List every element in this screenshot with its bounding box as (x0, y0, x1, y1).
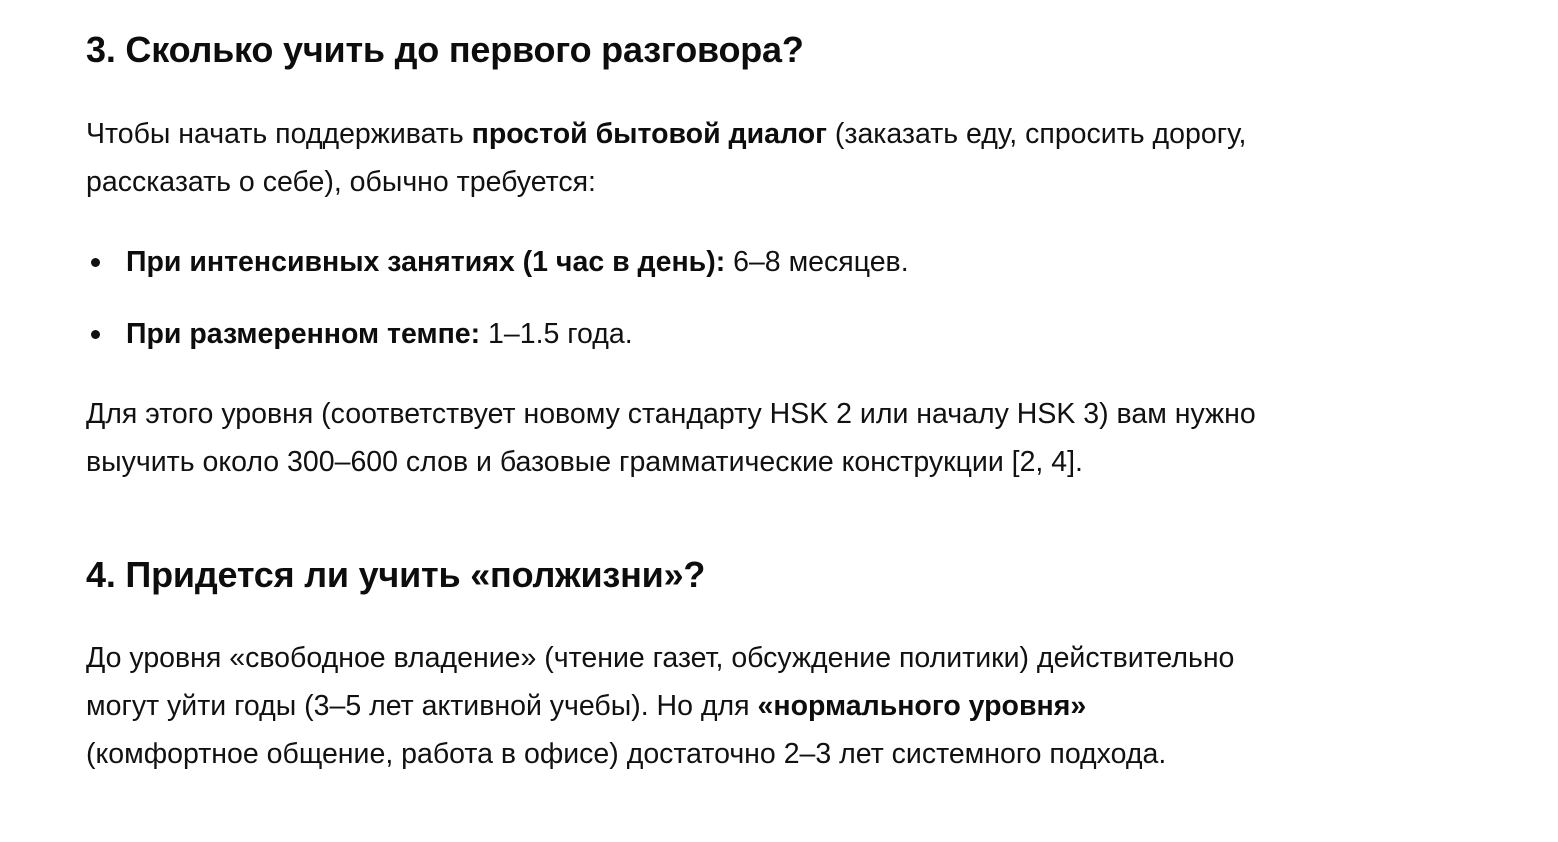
bullet-value: 6–8 месяцев. (725, 246, 909, 278)
body-line2-start: могут уйти годы (3–5 лет активной учебы). Но для (86, 690, 758, 722)
section-3-level-paragraph (86, 390, 1416, 486)
body-line3: (комфортное общение, работа в офисе) достаточно 2–3 лет системного подхода. (86, 738, 1167, 770)
intro-text-line1-end: (заказать еду, спросить дорогу, (826, 118, 1247, 150)
body-bold-phrase: «нормального уровня» (757, 690, 1087, 722)
intro-bold-phrase: простой бытовой диалог (471, 118, 827, 150)
body-line1: До уровня «свободное владение» (чтение газет, обсуждение политики) действительно (86, 642, 1235, 674)
section-3-heading: 3. Сколько учить до первого разговора? (86, 29, 804, 70)
bullet-value: 1–1.5 года. (480, 318, 633, 350)
bullet-text (126, 238, 909, 286)
bullet-dot-icon (91, 330, 100, 339)
intro-text-start: Чтобы начать поддерживать (86, 118, 472, 150)
level-note-line2: выучить около 300–600 слов и базовые грамматические конструкции [2, 4]. (86, 446, 1083, 478)
bullet-label: При интенсивных занятиях (1 час в день): (126, 246, 726, 278)
bullet-dot-icon (91, 258, 100, 267)
section-4-body-paragraph (86, 634, 1416, 778)
bullet-label: При размеренном темпе: (126, 318, 481, 350)
bullet-text (126, 310, 633, 358)
intro-text-line2: рассказать о себе), обычно требуется: (86, 166, 596, 198)
section-4-heading: 4. Придется ли учить «полжизни»? (86, 554, 706, 595)
level-note-line1: Для этого уровня (соответствует новому стандарту HSK 2 или началу HSK 3) вам нужно (86, 398, 1256, 430)
section-3-intro-paragraph (86, 110, 1416, 206)
